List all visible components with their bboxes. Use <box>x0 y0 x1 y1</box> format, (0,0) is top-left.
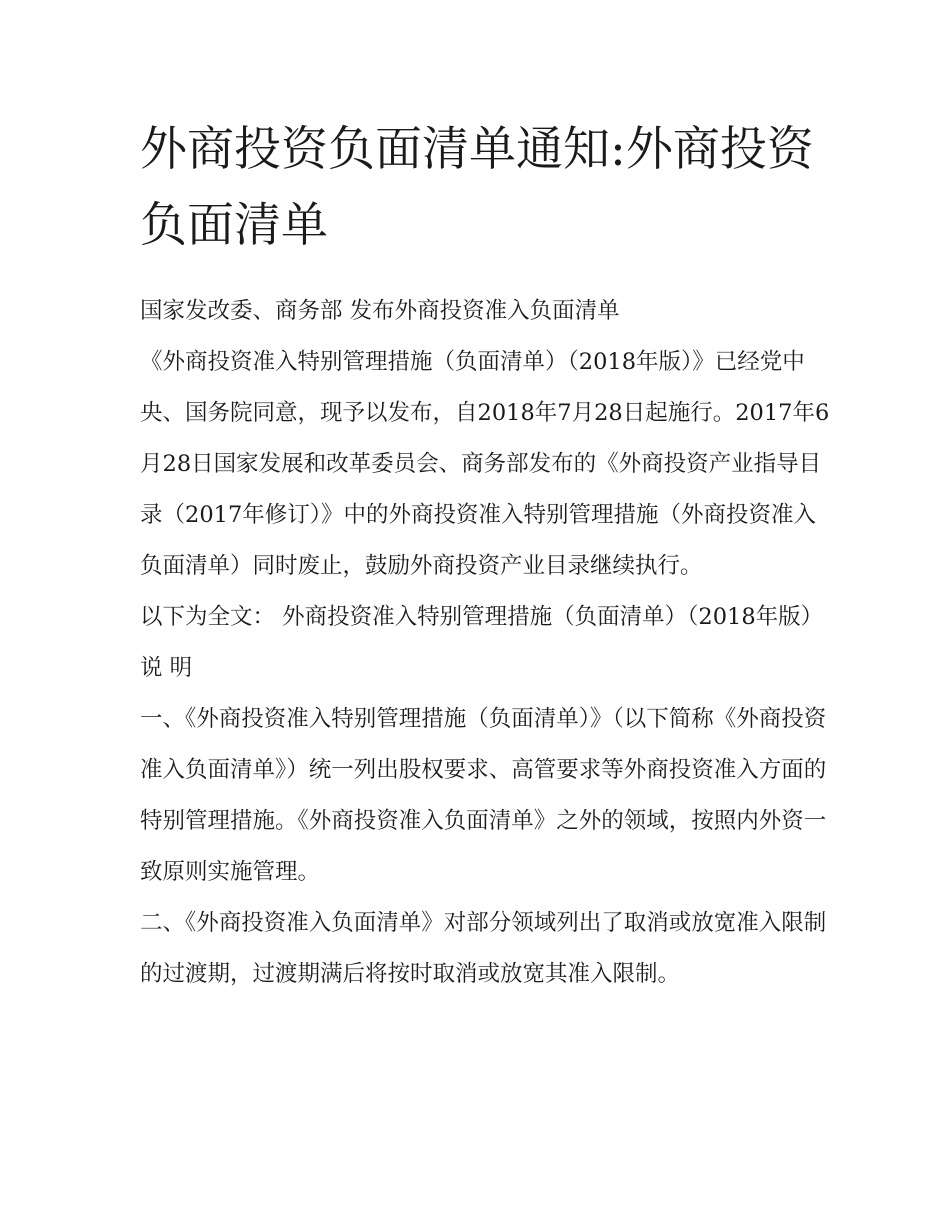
paragraph-publish-notice: 国家发改委、商务部 发布外商投资准入负面清单 <box>140 298 620 324</box>
document-title: 外商投资负面清单通知:外商投资负面清单 <box>140 122 814 253</box>
paragraph-effective-date: 《外商投资准入特别管理措施（负面清单）（2018年版）》已经党中央、国务院同意，现予以发布，自2018年7月28日起施行。2017年6月28日国家发展和改革委员会、商务部发布的《外商投资产业指导目录（2017年修订）》中的外商投资准入特别管理措施（外商投资准入负面清单）同时废止，鼓励外商投资产业目录继续执行。 <box>140 349 830 579</box>
paragraph-full-text-intro: 以下为全文： 外商投资准入特别管理措施（负面清单）（2018年版）说 明 <box>140 604 824 681</box>
paragraph-item-two: 二、《外商投资准入负面清单》对部分领域列出了取消或放宽准入限制的过渡期，过渡期满后将按时取消或放宽其准入限制。 <box>140 910 827 987</box>
document-page <box>140 112 830 1000</box>
paragraph-item-one: 一、《外商投资准入特别管理措施（负面清单）》（以下简称《外商投资准入负面清单》）统一列出股权要求、高管要求等外商投资准入方面的特别管理措施。《外商投资准入负面清单》之外的领域，按照内外资一致原则实施管理。 <box>140 706 827 885</box>
document-body <box>140 286 830 1000</box>
